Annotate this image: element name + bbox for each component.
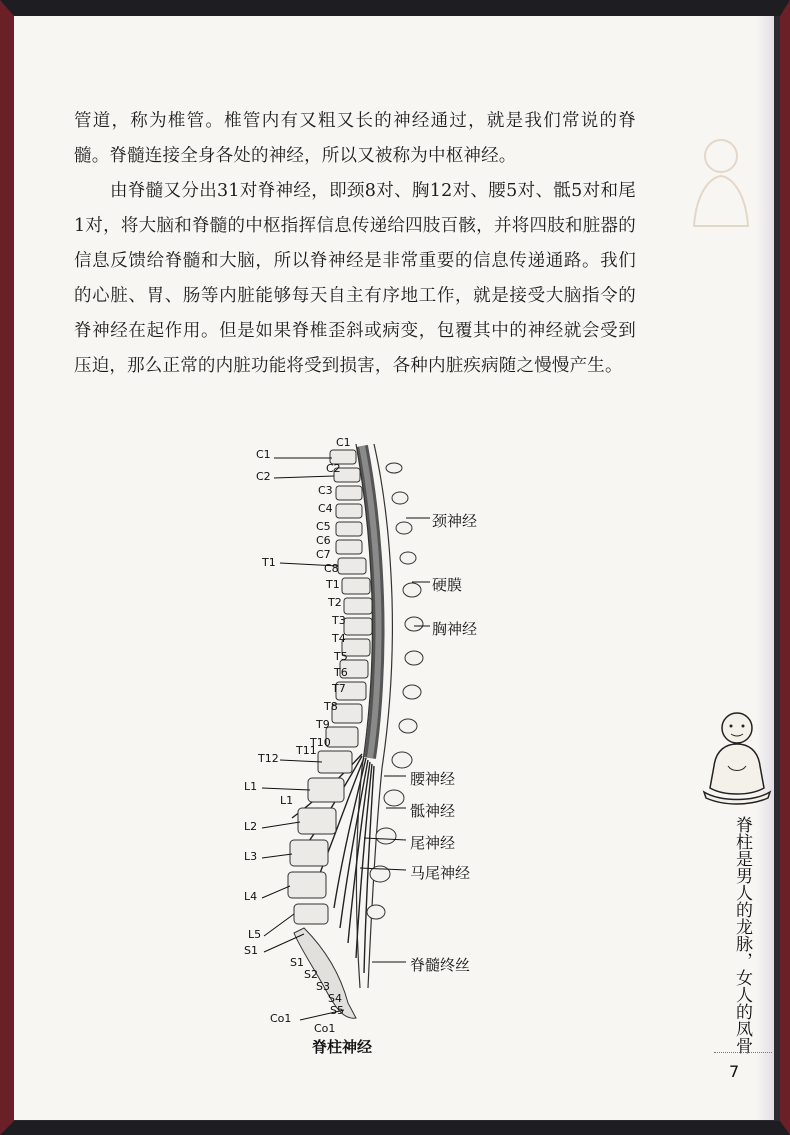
faint-monk-illustration (686, 126, 756, 236)
label-c8: C8 (324, 562, 339, 575)
label-cauda-equina: 马尾神经 (410, 864, 471, 882)
label-c6: C6 (316, 534, 331, 547)
body-text (74, 104, 636, 384)
label-l1-outer: L1 (244, 780, 258, 793)
label-l4-outer: L4 (244, 890, 258, 903)
label-t1: T1 (326, 578, 340, 591)
label-s1-outer: S1 (244, 944, 258, 957)
page-crease (756, 16, 774, 1120)
label-co1-outer: Co1 (270, 1012, 292, 1025)
figure-caption: 脊柱神经 (312, 1038, 373, 1056)
label-l5-outer: L5 (248, 928, 262, 941)
label-c5: C5 (316, 520, 331, 533)
label-c7: C7 (316, 548, 331, 561)
label-s1: S1 (290, 956, 304, 969)
label-s4: S4 (328, 992, 342, 1005)
label-l2-outer: L2 (244, 820, 258, 833)
label-cervical-nerves: 颈神经 (432, 512, 478, 530)
label-s5: S5 (330, 1004, 344, 1017)
label-filum-terminale: 脊髓终丝 (410, 956, 471, 974)
monk-illustration (700, 706, 774, 806)
label-lumbar-nerves: 腰神经 (410, 770, 456, 788)
label-t6: T6 (334, 666, 348, 679)
spine-nerve-diagram (244, 428, 484, 1068)
label-l3-outer: L3 (244, 850, 258, 863)
page-rule (714, 1052, 772, 1053)
label-t7: T7 (332, 682, 346, 695)
label-t8: T8 (324, 700, 338, 713)
label-t4: T4 (332, 632, 346, 645)
label-dura: 硬膜 (432, 576, 463, 594)
label-c4: C4 (318, 502, 333, 515)
label-t5: T5 (334, 650, 348, 663)
label-l1: L1 (280, 794, 294, 807)
label-t11: T11 (296, 744, 317, 757)
label-c2: C2 (326, 462, 341, 475)
label-s2: S2 (304, 968, 318, 981)
paragraph-2: 由脊髓又分出31对脊神经，即颈8对、胸12对、腰5对、骶5对和尾1对，将大脑和脊髓的中枢指挥信息传递给四肢百骸，并将四肢和脏器的信息反馈给脊髓和大脑，所以脊神经是非常重要的信息传递通路。我们的心脏、胃、肠等内脏能够每天自主有序地工作，就是接受大脑指令的脊神经在起作用。但是如果脊椎歪斜或病变，包覆其中的神经就会受到压迫，那么正常的内脏功能将受到损害，各种内脏疾病随之慢慢产生。 (74, 181, 636, 376)
label-c3: C3 (318, 484, 333, 497)
label-c1: C1 (336, 436, 351, 449)
label-thoracic-nerves: 胸神经 (432, 620, 478, 638)
running-section-title: 脊柱是男人的龙脉，女人的凤骨 (732, 816, 752, 1054)
label-t10: T10 (310, 736, 331, 749)
label-c2-outer: C2 (256, 470, 271, 483)
label-t1-outer: T1 (262, 556, 276, 569)
label-c1-outer: C1 (256, 448, 271, 461)
book-page (14, 16, 774, 1120)
label-t12-outer: T12 (258, 752, 279, 765)
label-t9: T9 (316, 718, 330, 731)
label-co1: Co1 (314, 1022, 336, 1035)
label-sacral-nerves: 骶神经 (410, 802, 456, 820)
page-number: 7 (729, 1062, 740, 1081)
label-s3: S3 (316, 980, 330, 993)
label-coccygeal-nerve: 尾神经 (410, 834, 456, 852)
paragraph-1: 管道，称为椎管。椎管内有又粗又长的神经通过，就是我们常说的脊髓。脊髓连接全身各处的神经，所以又被称为中枢神经。 (74, 111, 636, 166)
label-t2: T2 (328, 596, 342, 609)
label-t3: T3 (332, 614, 346, 627)
